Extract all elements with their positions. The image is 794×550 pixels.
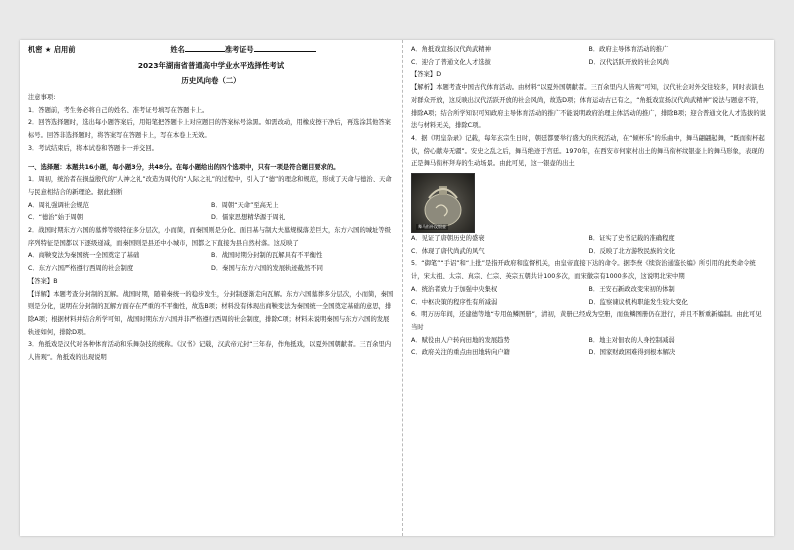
q2-answer: 【答案】B [28,277,58,285]
option: B．政府主导体育活动的推广 [588,46,669,53]
q2-options [28,250,394,275]
ticket-blank[interactable] [254,43,316,52]
option: D．秦国与东方六国的发展轨迹截然不同 [211,265,323,273]
option: B．周朝“天命”至高无上 [211,201,279,209]
option: A．见证了唐朝历史的盛衰 [411,235,485,243]
q1-stem: 1．周初，统治者在损益殷代的“人神之礼”改造为周代的“人际之礼”的过程中，引入了“德”的理念和规范，形成了天命与德治、天命与民意相结合的新理论。据此推断 [28,176,392,196]
option: C．中枢决策的程序性有所减弱 [411,298,498,306]
q5-stem: 5．“御笔”“手诏”和“上批”是指开政府和监督机关，由皇帝直接下达的命令。据李焘《续资治通鉴长编》所引用的此类命令统计，宋太祖、太宗、真宗、仁宗、英宗五朝共计100多次，而宋徽宗有1000多次，这说明北宋中期 [411,260,756,281]
option: C．体现了唐代尚武的风气 [411,247,485,255]
q6-stem: 6．明万历年间，还建德等地“专用鱼鳞图册”，清初，黄册已经成为空册，而鱼鳞图册仍在进行，并且不断重新编制。由此可见当时 [411,311,762,331]
q2-stem: 2．战国时期东方六国的墓葬等级特征多分层次，小而简，而秦国则是分化、面目基与制大夫墓规模落差巨大，东方六国的城址等级序列特征是国都以下逐级递减，而秦国则是县还中小城市，国都之下直接为县自然村落。这反映了 [28,227,391,247]
notice-item: 3．考试结束后，将本试卷和答题卡一并交回。 [28,144,158,152]
notice-item: 2．回答选择题时，选出每小题答案后，用铅笔把答题卡上对应题目的答案标号涂黑。如需改动，用橡皮擦干净后，再选涂其他答案标号。回答非选择题时，将答案写在答题卡上，写在本卷上无效。 [28,119,391,140]
option: A．商鞅变法为秦国统一全国奠定了基础 [28,252,140,260]
q3-answer: 【答案】D [411,71,442,79]
option: A．赋役由人户转向田地的发展趋势 [411,336,510,344]
option: B．地主对佃农的人身控制减弱 [588,336,675,344]
option: A．周礼强调社会规范 [28,201,89,209]
q3-options [411,44,766,69]
q2-analysis: 【详解】本题考查分封制的瓦解。战国时期，随着秦统一的稳步发生，分封制逐渐走向瓦解。东方六国墓葬多分层次，小而简，秦国则是分化，说明在分封制的瓦解方面存在严重的不平衡性，故选B项；材料没有体现出商鞅变法为秦国统一全国奠定基础的意思，排除A项；根据材料并结合所学可知，战国时期东方六国并非严格遵行西周的社会制度，排除C项；材料未说明秦国与东方六国的发展轨迹如何，排除D项。 [28,290,394,336]
option: D．国家财政困难得到根本解决 [588,349,676,357]
header-line [28,42,394,58]
q4-options [411,233,766,258]
option: C．政府关注的重点由田地转向户籍 [411,349,510,357]
name-label: 姓名 [170,45,185,54]
q6-options [411,335,766,360]
name-blank[interactable] [185,43,225,52]
option: D．反映了北方游牧民族的文化 [588,247,676,255]
silver-pot-image [411,173,475,233]
option: D．汉代活跃开放的社会风尚 [588,58,669,66]
option: A．统治者致力于加强中央集权 [411,285,498,293]
option: A．角抵戏宣扬汉代尚武精神 [411,46,491,53]
section-heading: 一、选择题：本题共16小题，每小题3分，共48分。在每小题给出的四个选项中，只有一项是符合题目要求的。 [28,163,340,171]
option: C．“德治”始于周朝 [28,214,83,222]
exam-title: 2023年湖南省普通高中学业水平选择性考试 [137,61,285,70]
exam-sheet [20,40,774,536]
option: B．王安石新政改变宋初的体制 [588,285,675,293]
right-column [402,40,774,536]
image-caption: 舞马衔杯纹银壶 [418,224,446,230]
secret-label: 机密 ★ 启用前 [28,45,76,54]
exam-subtitle: 历史风向卷（二） [181,76,241,85]
option: C．东方六国严格遵行西周的社会制度 [28,265,134,273]
q1-options [28,200,394,225]
q3-analysis: 【解析】本题考查中国古代体育活动。由材料“以夏外国朝献者。三百余里内人皆观”可知，汉代社会对外交往较多，同时表演也对群众开放，这反映出汉代活跃开放的社会风尚，故选D项；体育运动古已有之，“角抵戏宣扬汉代尚武精神”说法与题意不符，排除A项；结合所学知识可知政府主导体育活动的推广不能说明政府治理主体活动的推广，排除B项；迎合普通文化人才选拔的说法与材料无关，排除C项。 [411,84,766,130]
q4-stem: 4．据《明皇杂录》记载，每年玄宗生日时，朝廷都要举行盛大的庆祝活动，在“倾杯乐”的乐曲中，舞马翩翩起舞，“既而衔杯起伏，傍心献寿无疆”。安史之乱之后，舞马绝迹于宫廷。1970年，在西安市何家村出土的舞马衔杯纹银壶上的舞马形象，表现的正是舞马衔杯拜寿的生动场景。由此可见，这一银壶的出土 [411,134,765,168]
ticket-label: 准考证号 [224,45,254,54]
q5-options [411,284,766,309]
notice-item: 1．答题前，考生务必将自己的姓名、准考证号填写在答题卡上。 [28,106,209,114]
left-column [20,40,402,536]
option: D．儒家思想精华源于周礼 [211,214,286,222]
option: B．证实了史书记载的准确程度 [588,235,675,243]
option: B．战国时期分封制的瓦解具有不平衡性 [211,252,323,260]
notice-heading: 注意事项: [28,94,56,101]
option: C．迎合了普通文化人才选拔 [411,58,491,66]
q3-stem: 3．角抵戏是汉代对各种体育活动和乐舞杂技的统称。《汉书》记载，汉武帝元封“三年春，作角抵戏，以夏外国朝献者。三百余里内人皆观”。角抵戏的出现说明 [28,341,392,362]
option: D．监察谏议机构职能发生较大变化 [588,298,688,306]
